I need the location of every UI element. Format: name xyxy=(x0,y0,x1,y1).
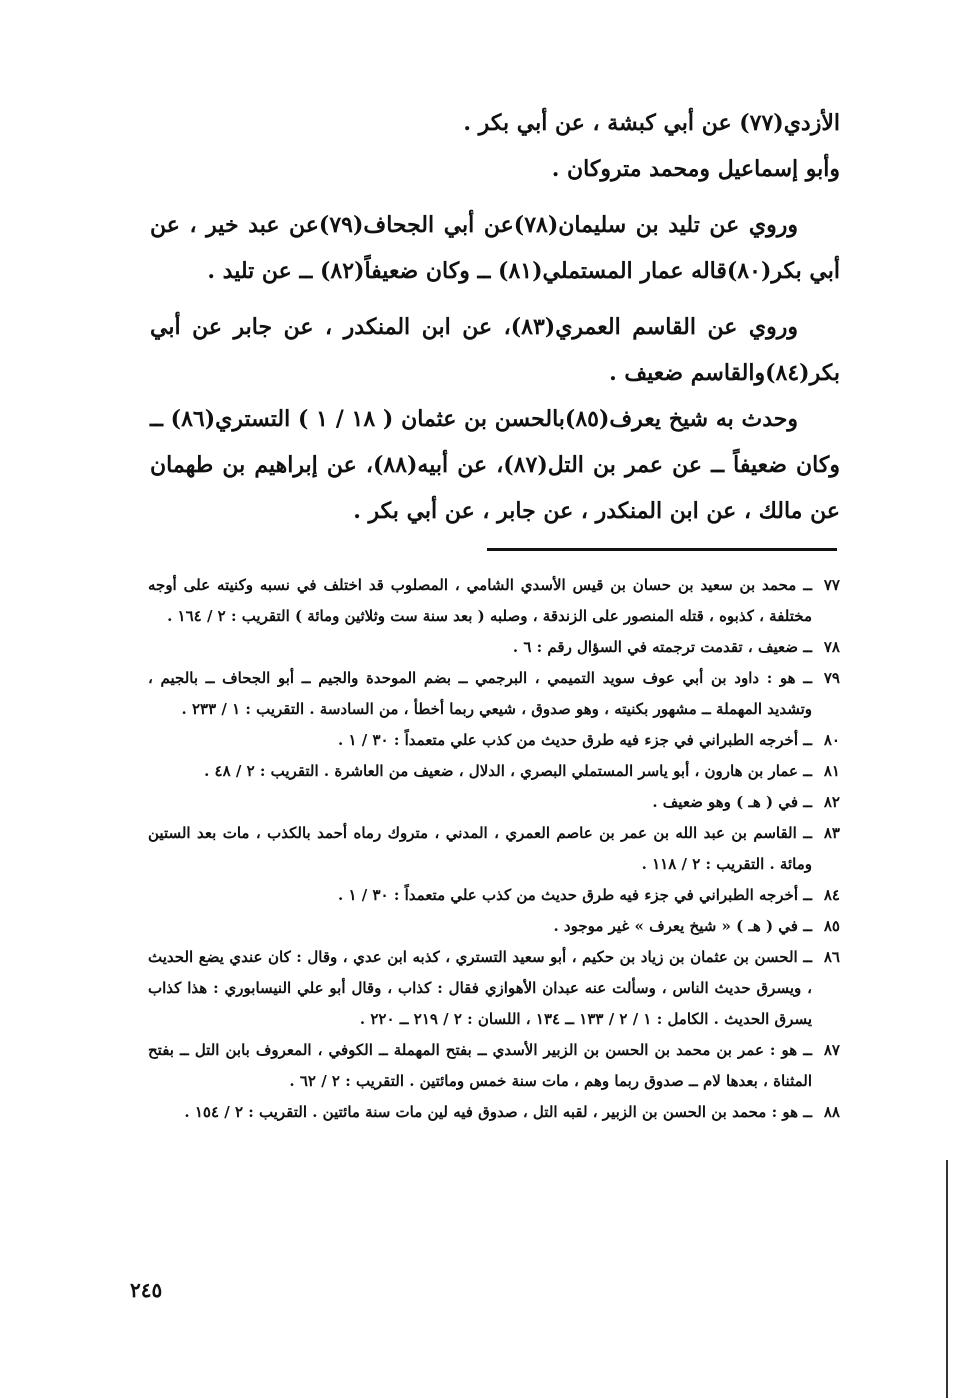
footnote-text: ــ هو : عمر بن محمد بن الحسن بن الزبير الأسدي ــ بفتح المهملة ــ الكوفي ، المعروف بابن التل ــ بفتح المثناة ، بعدها لام ــ صدوق ربما وهم ، مات سنة خمس ومائتين . التقريب : ٢ / ٦٢ . xyxy=(148,1041,812,1090)
footnote xyxy=(148,911,840,942)
footnote-text: ــ هو : داود بن أبي عوف سويد التميمي ، البرجمي ــ بضم الموحدة والجيم ــ أبو الجحاف ــ بالجيم ، وتشديد المهملة ــ مشهور بكنيته ، وهو صدوق ، شيعي ربما أخطأ ، من السادسة . التقريب : ١ / ٢٣٣ . xyxy=(148,669,812,718)
main-paragraph: وأبو إسماعيل ومحمد متروكان . xyxy=(551,156,840,182)
footnote-text: ــ محمد بن سعيد بن حسان بن قيس الأسدي الشامي ، المصلوب قد اختلف في نسبه وكنيته على أوجه مختلفة ، كذبوه ، قتله المنصور على الزندقة ، وصلبه ( بعد سنة ست وثلاثين ومائة ) التقريب : ٢ / ١٦٤ . xyxy=(148,576,812,625)
footnote-text: ــ عمار بن هارون ، أبو ياسر المستملي البصري ، الدلال ، ضعيف من العاشرة . التقريب : ٢ / ٤٨ . xyxy=(204,762,812,780)
footnote xyxy=(148,1097,840,1128)
footnote xyxy=(148,725,840,756)
footnote-text: ــ هو : محمد بن الحسن بن الزبير ، لقبه التل ، صدوق فيه لين مات سنة مائتين . التقريب : ٢ / ١٥٤ . xyxy=(184,1103,812,1121)
footnote-text: ــ ضعيف ، تقدمت ترجمته في السؤال رقم : ٦ . xyxy=(512,638,812,656)
footnote xyxy=(148,880,840,911)
scan-edge-line xyxy=(946,1160,948,1398)
main-paragraph: الأزدي(٧٧) عن أبي كبشة ، عن أبي بكر . xyxy=(463,110,840,136)
footnote-number: ٧٩ xyxy=(823,669,840,687)
page-number: ٢٤٥ xyxy=(130,1278,163,1302)
main-paragraph: وروي عن القاسم العمري(٨٣)، عن ابن المنكدر ، عن جابر عن أبي بكر(٨٤)والقاسم ضعيف . xyxy=(150,314,840,386)
footnote-number: ٧٨ xyxy=(823,638,840,656)
footnote xyxy=(148,942,840,1035)
footnote-number: ٨٣ xyxy=(823,824,840,842)
footnote-text: ــ أخرجه الطبراني في جزء فيه طرق حديث من كذب علي متعمداً : ٣٠ / ١ . xyxy=(338,731,812,749)
main-paragraph: وروي عن تليد بن سليمان(٧٨)عن أبي الجحاف(٧٩)عن عبد خير ، عن أبي بكر(٨٠)قاله عمار المستملي(٨١) ــ وكان ضعيفاً(٨٢) ــ عن تليد . xyxy=(150,212,840,284)
footnote-number: ٨٨ xyxy=(823,1103,840,1121)
footnotes xyxy=(148,570,840,1128)
footnote xyxy=(148,818,840,880)
footnote-text: ــ في ( هـ ) « شيخ يعرف » غير موجود . xyxy=(553,917,812,935)
footnote-number: ٨٥ xyxy=(823,917,840,935)
footnote xyxy=(148,570,840,632)
footnote-text: ــ الحسن بن عثمان بن زياد بن حكيم ، أبو سعيد التستري ، كذبه ابن عدي ، وقال : كان عندي يضع الحديث ، ويسرق حديث الناس ، وسألت عنه عبدان الأهوازي فقال : كذاب ، وقال أبو علي النيسابوري : هذا كذاب يسرق الحديث . الكامل : ١ / ٢ / ١٣٣ ــ ١٣٤ ، اللسان : ٢ / ٢١٩ ــ ٢٢٠ . xyxy=(148,948,812,1028)
footnote xyxy=(148,756,840,787)
footnote xyxy=(148,632,840,663)
footnote-number: ٨١ xyxy=(823,762,840,780)
footnote-text: ــ أخرجه الطبراني في جزء فيه طرق حديث من كذب علي متعمداً : ٣٠ / ١ . xyxy=(338,886,812,904)
footnote-text: ــ القاسم بن عبد الله بن عمر بن عاصم العمري ، المدني ، متروك رماه أحمد بالكذب ، مات بعد الستين ومائة . التقريب : ٢ / ١١٨ . xyxy=(148,824,812,873)
footnote-number: ٨٦ xyxy=(823,948,840,966)
footnote xyxy=(148,663,840,725)
footnote-separator xyxy=(487,548,837,551)
footnote-number: ٨٢ xyxy=(823,793,840,811)
footnote-number: ٧٧ xyxy=(823,576,840,594)
footnote-number: ٨٠ xyxy=(823,731,840,749)
footnote-number: ٨٤ xyxy=(823,886,840,904)
footnote xyxy=(148,787,840,818)
footnote-number: ٨٧ xyxy=(823,1041,840,1059)
footnote xyxy=(148,1035,840,1097)
main-text xyxy=(150,100,840,534)
footnote-text: ــ في ( هـ ) وهو ضعيف . xyxy=(652,793,812,811)
main-paragraph: وحدث به شيخ يعرف(٨٥)بالحسن بن عثمان ( ١٨ / ١ ) التستري(٨٦) ــ وكان ضعيفاً ــ عن عمر بن التل(٨٧)، عن أبيه(٨٨)، عن إبراهيم بن طهمان عن مالك ، عن ابن المنكدر ، عن جابر ، عن أبي بكر . xyxy=(150,406,840,524)
